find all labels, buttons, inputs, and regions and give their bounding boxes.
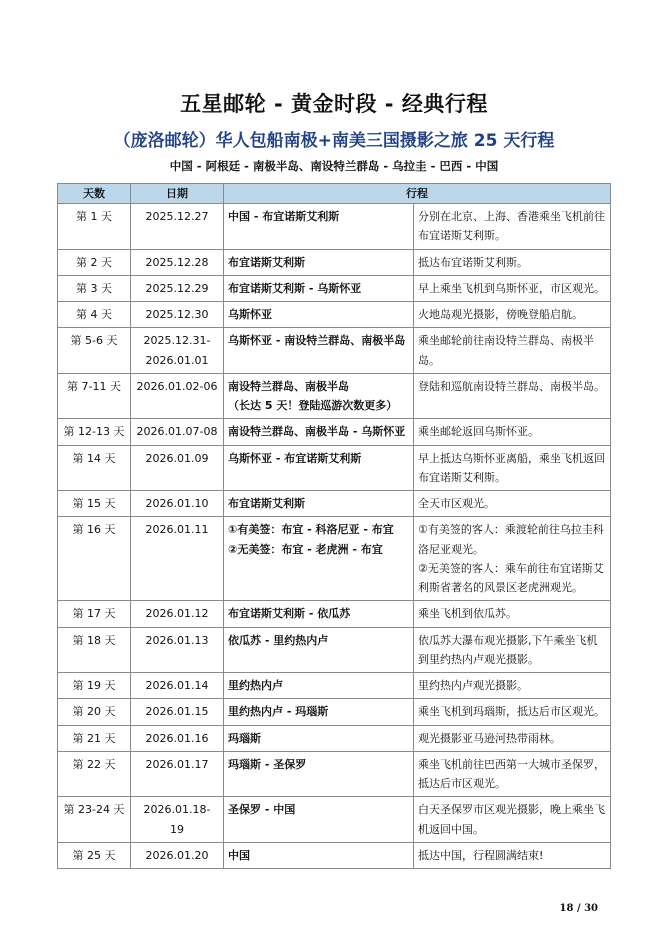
page-number: 18 / 30 [559, 903, 598, 914]
header-date: 日期 [131, 184, 224, 204]
page-subtitle: （庞洛邮轮）华人包船南极+南美三国摄影之旅 25 天行程 [113, 131, 555, 151]
date-cell: 2026.01.17 [131, 751, 224, 797]
place-cell: 乌斯怀亚 - 南设特兰群岛、南极半岛 [224, 328, 414, 374]
table-row [58, 797, 611, 843]
table-row [58, 725, 611, 751]
day-cell: 第 1 天 [58, 204, 131, 250]
place-cell: 南设特兰群岛、南极半岛 - 乌斯怀亚 [224, 419, 414, 445]
day-cell: 第 25 天 [58, 842, 131, 868]
place-cell: 乌斯怀亚 [224, 302, 414, 328]
date-cell: 2026.01.13 [131, 627, 224, 673]
header-itinerary: 行程 [224, 184, 611, 204]
date-cell: 2025.12.31- 2026.01.01 [131, 328, 224, 374]
place-cell: 里约热内卢 [224, 673, 414, 699]
table-header-row [58, 184, 611, 204]
table-row [58, 445, 611, 491]
table-row [58, 842, 611, 868]
place-cell: 里约热内卢 - 玛瑙斯 [224, 699, 414, 725]
description-cell: 白天圣保罗市区观光摄影，晚上乘坐飞机返回中国。 [414, 797, 611, 843]
date-cell: 2026.01.07-08 [131, 419, 224, 445]
description-cell: 登陆和巡航南设特兰群岛、南极半岛。 [414, 373, 611, 419]
header-day: 天数 [58, 184, 131, 204]
date-cell: 2026.01.09 [131, 445, 224, 491]
day-cell: 第 23-24 天 [58, 797, 131, 843]
description-cell: 早上乘坐飞机到乌斯怀亚，市区观光。 [414, 275, 611, 301]
description-cell: 乘坐飞机前往巴西第一大城市圣保罗，抵达后市区观光。 [414, 751, 611, 797]
description-cell: 依瓜苏大瀑布观光摄影,下午乘坐飞机到里约热内卢观光摄影。 [414, 627, 611, 673]
day-cell: 第 7-11 天 [58, 373, 131, 419]
day-cell: 第 4 天 [58, 302, 131, 328]
place-cell: 圣保罗 - 中国 [224, 797, 414, 843]
place-cell: 布宜诺斯艾利斯 [224, 491, 414, 517]
description-cell: 里约热内卢观光摄影。 [414, 673, 611, 699]
description-cell: ①有美签的客人：乘渡轮前往乌拉圭科洛尼亚观光。 ②无美签的客人：乘车前往布宜诺斯艾利斯省著名的风景区老虎洲观光。 [414, 517, 611, 601]
table-row [58, 627, 611, 673]
description-cell: 分别在北京、上海、香港乘坐飞机前往布宜诺斯艾利斯。 [414, 204, 611, 250]
route-summary: 中国 - 阿根廷 - 南极半岛、南设特兰群岛 - 乌拉圭 - 巴西 - 中国 [169, 159, 499, 173]
day-cell: 第 21 天 [58, 725, 131, 751]
day-cell: 第 20 天 [58, 699, 131, 725]
table-row [58, 302, 611, 328]
day-cell: 第 18 天 [58, 627, 131, 673]
day-cell: 第 19 天 [58, 673, 131, 699]
table-row [58, 673, 611, 699]
date-cell: 2025.12.28 [131, 249, 224, 275]
place-cell: ①有美签：布宜 - 科洛尼亚 - 布宜 ②无美签：布宜 - 老虎洲 - 布宜 [224, 517, 414, 601]
day-cell: 第 2 天 [58, 249, 131, 275]
day-cell: 第 15 天 [58, 491, 131, 517]
place-cell: 依瓜苏 - 里约热内卢 [224, 627, 414, 673]
description-cell: 抵达中国，行程圆满结束! [414, 842, 611, 868]
date-cell: 2026.01.02-06 [131, 373, 224, 419]
day-cell: 第 22 天 [58, 751, 131, 797]
table-row [58, 699, 611, 725]
table-row [58, 491, 611, 517]
table-row [58, 601, 611, 627]
description-cell: 乘坐邮轮前往南设特兰群岛、南极半岛。 [414, 328, 611, 374]
table-row [58, 751, 611, 797]
place-cell: 布宜诺斯艾利斯 - 依瓜苏 [224, 601, 414, 627]
description-cell: 乘坐飞机到玛瑙斯，抵达后市区观光。 [414, 699, 611, 725]
table-row [58, 419, 611, 445]
date-cell: 2025.12.29 [131, 275, 224, 301]
place-cell: 玛瑙斯 - 圣保罗 [224, 751, 414, 797]
place-cell: 玛瑙斯 [224, 725, 414, 751]
day-cell: 第 5-6 天 [58, 328, 131, 374]
table-row [58, 328, 611, 374]
description-cell: 观光摄影亚马逊河热带雨林。 [414, 725, 611, 751]
day-cell: 第 16 天 [58, 517, 131, 601]
date-cell: 2026.01.16 [131, 725, 224, 751]
table-row [58, 517, 611, 601]
day-cell: 第 3 天 [58, 275, 131, 301]
description-cell: 火地岛观光摄影，傍晚登船启航。 [414, 302, 611, 328]
date-cell: 2026.01.11 [131, 517, 224, 601]
date-cell: 2026.01.20 [131, 842, 224, 868]
day-cell: 第 14 天 [58, 445, 131, 491]
page-title: 五星邮轮 - 黄金时段 - 经典行程 [180, 92, 488, 116]
date-cell: 2026.01.12 [131, 601, 224, 627]
itinerary-table [57, 183, 611, 869]
date-cell: 2025.12.30 [131, 302, 224, 328]
place-cell: 南设特兰群岛、南极半岛 （长达 5 天！登陆巡游次数更多） [224, 373, 414, 419]
table-row [58, 249, 611, 275]
description-cell: 乘坐飞机到依瓜苏。 [414, 601, 611, 627]
place-cell: 乌斯怀亚 - 布宜诺斯艾利斯 [224, 445, 414, 491]
date-cell: 2025.12.27 [131, 204, 224, 250]
table-row [58, 204, 611, 250]
date-cell: 2026.01.15 [131, 699, 224, 725]
place-cell: 中国 [224, 842, 414, 868]
table-row [58, 373, 611, 419]
day-cell: 第 12-13 天 [58, 419, 131, 445]
place-cell: 布宜诺斯艾利斯 - 乌斯怀亚 [224, 275, 414, 301]
day-cell: 第 17 天 [58, 601, 131, 627]
place-cell: 布宜诺斯艾利斯 [224, 249, 414, 275]
date-cell: 2026.01.10 [131, 491, 224, 517]
description-cell: 乘坐邮轮返回乌斯怀亚。 [414, 419, 611, 445]
date-cell: 2026.01.18- 19 [131, 797, 224, 843]
description-cell: 抵达布宜诺斯艾利斯。 [414, 249, 611, 275]
date-cell: 2026.01.14 [131, 673, 224, 699]
place-cell: 中国 - 布宜诺斯艾利斯 [224, 204, 414, 250]
description-cell: 早上抵达乌斯怀亚离船，乘坐飞机返回布宜诺斯艾利斯。 [414, 445, 611, 491]
description-cell: 全天市区观光。 [414, 491, 611, 517]
table-row [58, 275, 611, 301]
